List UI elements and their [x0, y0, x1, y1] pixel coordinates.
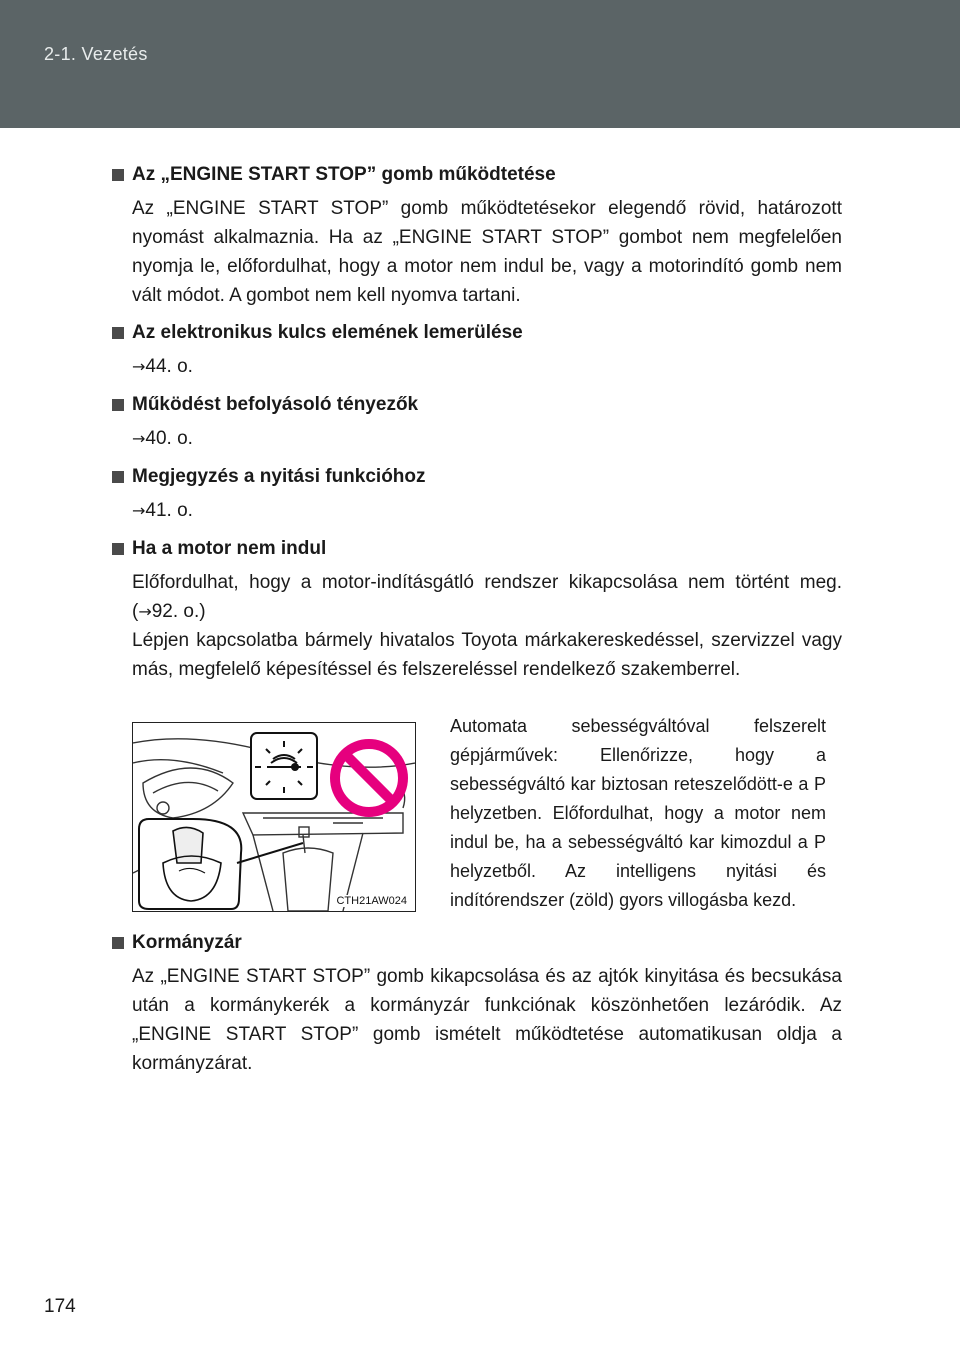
arrow-right-icon: → — [132, 429, 146, 448]
illustration-shift-lever — [132, 722, 416, 912]
heading-factors — [112, 390, 842, 420]
text-part: Előfordulhat, hogy a motor-indításgátló rendszer kikapcsolása nem történt meg. ( — [132, 572, 842, 622]
heading-key-battery — [112, 318, 842, 348]
heading-engine-start-stop — [112, 160, 842, 190]
square-bullet-icon — [112, 399, 124, 411]
heading-steering-lock — [112, 928, 842, 958]
figure-row — [132, 712, 844, 922]
arrow-right-icon: → — [132, 357, 146, 376]
heading-text: Az „ENGINE START STOP” gomb működtetése — [132, 164, 556, 185]
lower-content — [112, 928, 842, 1078]
reference-text: 41. o. — [145, 500, 193, 521]
page-header — [0, 0, 960, 128]
shift-lever-callout — [139, 819, 303, 909]
dashboard-illustration — [133, 723, 415, 911]
heading-text: Az elektronikus kulcs elemének lemerülése — [132, 322, 523, 343]
heading-text: Ha a motor nem indul — [132, 538, 327, 559]
paragraph-steering-lock: Az „ENGINE START STOP” gomb kikapcsolása és az ajtók kinyitása és becsukása után a kormánykerék a kormányzár funkciónak köszönhetően lezáródik. Az „ENGINE START STOP” gomb ismételt működtetése automatikusan oldja a kormányzárat. — [132, 966, 842, 1074]
arrow-right-icon: → — [132, 501, 146, 520]
page-reference — [132, 424, 842, 454]
heading-text: Kormányzár — [132, 932, 242, 953]
button-callout-icon — [251, 733, 317, 799]
square-bullet-icon — [112, 327, 124, 339]
arrow-right-icon: → — [138, 602, 152, 621]
text-part: 92. o.) — [151, 601, 206, 622]
square-bullet-icon — [112, 543, 124, 555]
square-bullet-icon — [112, 169, 124, 181]
paragraph-engine-start-stop: Az „ENGINE START STOP” gomb működtetésekor elegendő rövid, határozott nyomást alkalmaznia. Ha az „ENGINE START STOP” gombot nem megfelelően nyomja le, előfordulhat, hogy a motor nem indul be, vagy a motorindító gomb nem vált módot. A gombot nem kell nyomva tartani. — [132, 198, 842, 306]
reference-text: 40. o. — [145, 428, 193, 449]
figure-code: CTH21AW024 — [336, 895, 407, 907]
heading-engine-not-start — [112, 534, 842, 564]
page-number: 174 — [44, 1296, 76, 1317]
heading-text: Működést befolyásoló tényezők — [132, 394, 419, 415]
square-bullet-icon — [112, 471, 124, 483]
page-reference — [132, 352, 842, 382]
main-content — [112, 160, 842, 684]
prohibition-icon — [335, 744, 403, 812]
figure-caption: Automata sebességváltóval felszerelt gépjárművek: Ellenőrizze, hogy a sebességváltó kar biztosan reteszelődött-e a P helyzetben. Előfordulhat, hogy a motor nem indul be, ha a sebességváltó kar kimozdul a P helyzetből. Az intelligens nyitási és indítórendszer (zöld) gyors villogásba kezd. — [450, 716, 826, 910]
section-title: 2-1. Vezetés — [44, 44, 148, 64]
heading-entry-note — [112, 462, 842, 492]
reference-text: 44. o. — [145, 356, 193, 377]
heading-text: Megjegyzés a nyitási funkcióhoz — [132, 466, 426, 487]
paragraph-immobilizer — [132, 568, 842, 626]
square-bullet-icon — [112, 937, 124, 949]
paragraph-dealer: Lépjen kapcsolatba bármely hivatalos Toyota márkakereskedéssel, szervizzel vagy más, megfelelő képesítéssel és felszereléssel rendelkező szakemberrel. — [132, 630, 842, 680]
page-reference — [132, 496, 842, 526]
